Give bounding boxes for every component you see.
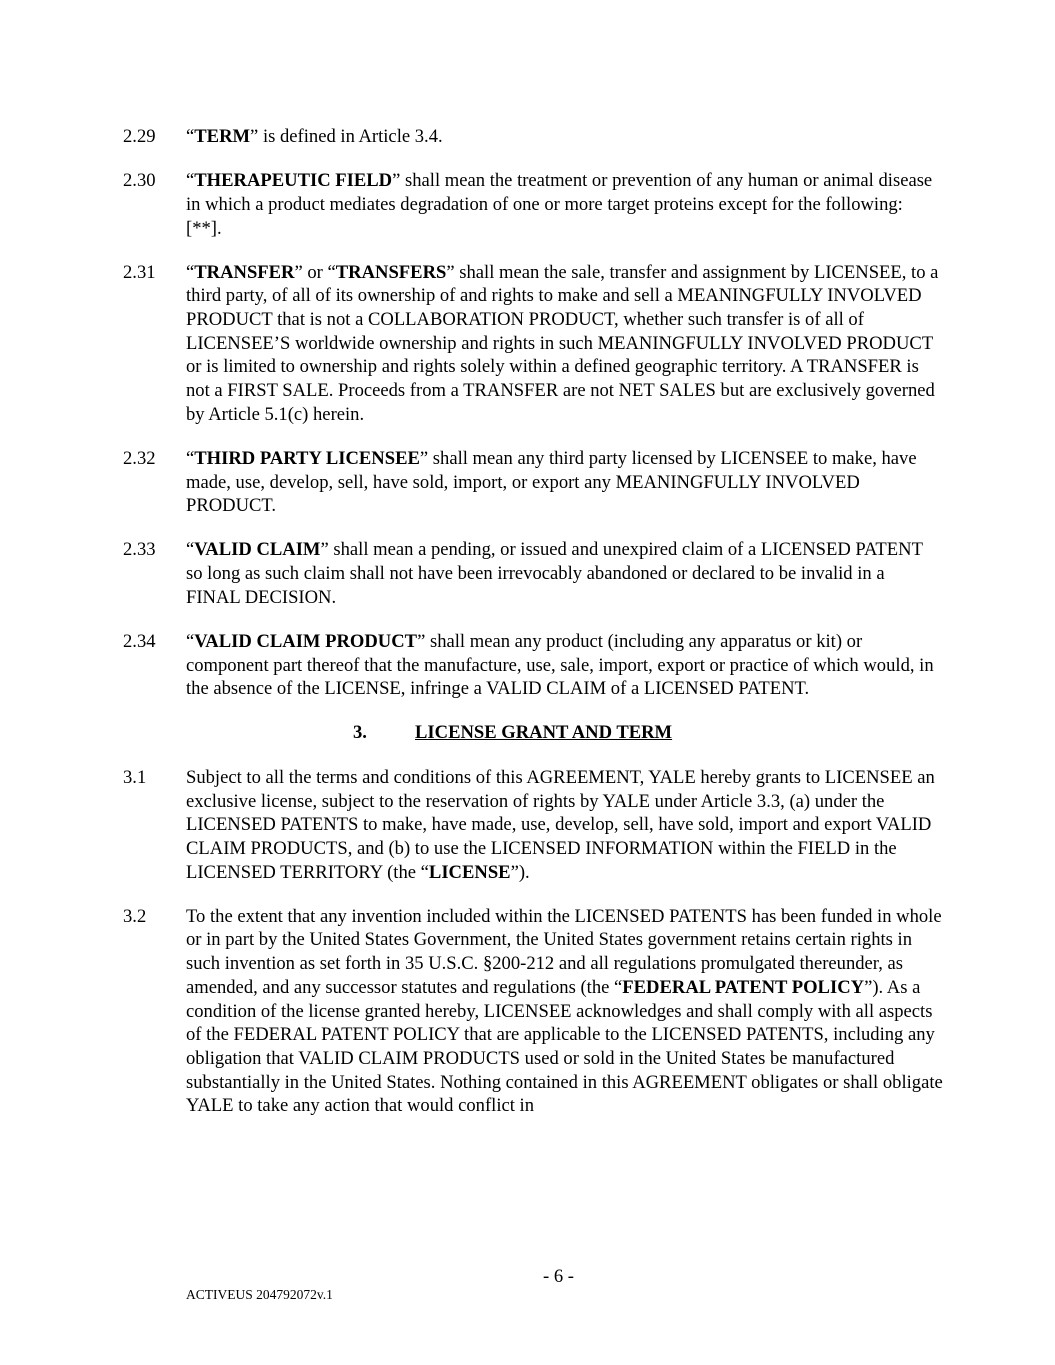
clause-2-32 xyxy=(123,447,943,518)
article-title: LICENSE GRANT AND TERM xyxy=(415,722,673,744)
defined-term: TRANSFER xyxy=(194,261,295,283)
clause-text-run: “ xyxy=(186,261,195,283)
clause-text xyxy=(186,169,943,240)
clause-text-run: “ xyxy=(186,447,195,469)
clause-number: 2.34 xyxy=(123,630,156,652)
clause-text-run: Subject to all the terms and conditions of this AGREEMENT, YALE hereby grants to LICENSEE an exclusive license, subject to the reservation of rights by YALE under Article 3.3, (a) under the LICENSED PATENTS to make, have made, use, develop, sell, have sold, import and export VALID CLAIM PRODUCTS, and (b) to use the LICENSED INFORMATION within the FIELD in the LICENSED TERRITORY (the “ xyxy=(186,766,935,883)
clause-text-run: ”). xyxy=(510,861,530,883)
defined-term: VALID CLAIM xyxy=(194,539,321,561)
clause-number: 2.29 xyxy=(123,126,156,147)
clause-text-run: To the extent that any invention included within the LICENSED PATENTS has been funded in whole or in part by the United States Government, the United States government retains certain rights in such invention as set forth in 35 U.S.C. §200-212 and all regulations promulgated thereunder, as amended, and any successor statutes and regulations (the “ xyxy=(186,905,942,998)
clause-text xyxy=(186,766,943,885)
clause-number: 2.33 xyxy=(123,539,156,561)
clause-3-1 xyxy=(123,766,943,885)
defined-term: VALID CLAIM PRODUCT xyxy=(194,630,418,652)
clause-text xyxy=(186,125,943,149)
page-number: - 6 - xyxy=(543,1266,574,1287)
clause-text-run: ” shall mean a pending, or issued and unexpired claim of a LICENSED PATENT so long as such claim shall not have been irrevocably abandoned or declared to be invalid in a FINAL DECISION. xyxy=(186,539,923,608)
defined-term: LICENSE xyxy=(428,861,511,883)
clause-number: 2.32 xyxy=(123,447,156,469)
clause-text-run: ”). As a condition of the license granted hereby, LICENSEE acknowledges and shall comply with all aspects of the FEDERAL PATENT POLICY that are applicable to the LICENSED PATENTS, including any obligation that VALID CLAIM PRODUCTS used or sold in the United States be manufactured substantially in the United States. Nothing contained in this AGREEMENT obligates or shall obligate YALE to take any action that would conflict in xyxy=(186,976,943,1117)
document-body xyxy=(123,125,943,1138)
definitions-section xyxy=(123,125,943,701)
defined-term: TRANSFERS xyxy=(335,261,447,283)
clause-text xyxy=(186,538,943,609)
license-grant-section xyxy=(123,766,943,1118)
clause-2-30 xyxy=(123,169,943,240)
clause-text-run: ” or “ xyxy=(294,261,336,283)
defined-term: TERM xyxy=(194,126,251,147)
clause-text-run: “ xyxy=(186,539,195,561)
document-id: ACTIVEUS 204792072v.1 xyxy=(186,1287,333,1302)
clause-number: 3.2 xyxy=(123,905,147,927)
defined-term: THERAPEUTIC FIELD xyxy=(194,170,393,192)
clause-2-34 xyxy=(123,630,943,701)
clause-text xyxy=(186,261,943,427)
clause-text xyxy=(186,905,943,1118)
clause-text-run: ” shall mean the sale, transfer and assignment by LICENSEE, to a third party, of all of its ownership of and rights to make and sell a MEANINGFULLY INVOLVED PRODUCT that is not a COLLABORATION PRODUCT, whether such transfer is of all of LICENSEE’S worldwide ownership and rights in such MEANINGFULLY INVOLVED PRODUCT or is limited to ownership and rights solely within a defined geographic territory. A TRANSFER is not a FIRST SALE. Proceeds from a TRANSFER are not NET SALES but are exclusively governed by Article 5.1(c) herein. xyxy=(186,261,939,425)
clause-text-run: ” shall mean the treatment or prevention of any human or animal disease in which a product mediates degradation of one or more target proteins except for the following: [**]. xyxy=(186,170,933,239)
clause-text-run: “ xyxy=(186,630,195,652)
clause-2-29 xyxy=(123,125,943,149)
defined-term: THIRD PARTY LICENSEE xyxy=(194,447,420,469)
clause-text xyxy=(186,447,943,518)
clause-text xyxy=(186,630,943,701)
article-number: 3. xyxy=(353,722,367,744)
clause-number: 2.30 xyxy=(123,170,156,192)
clause-2-33 xyxy=(123,538,943,609)
article-heading xyxy=(123,721,943,745)
clause-3-2 xyxy=(123,905,943,1118)
clause-number: 2.31 xyxy=(123,261,156,283)
defined-term: FEDERAL PATENT POLICY xyxy=(622,976,865,998)
clause-2-31 xyxy=(123,261,943,427)
clause-text-run: ” shall mean any third party licensed by LICENSEE to make, have made, use, develop, sell, have sold, import, or export any MEANINGFULLY INVOLVED PRODUCT. xyxy=(186,447,917,517)
clause-text-run: ” is defined in Article 3.4. xyxy=(250,126,443,147)
clause-text-run: “ xyxy=(186,126,195,147)
clause-text-run: ” shall mean any product (including any apparatus or kit) or component part thereof that the manufacture, use, sale, import, export or practice of which would, in the absence of the LICENSE, infringe a VALID CLAIM of a LICENSED PATENT. xyxy=(186,630,934,700)
clause-number: 3.1 xyxy=(123,766,147,788)
clause-text-run: “ xyxy=(186,170,195,192)
